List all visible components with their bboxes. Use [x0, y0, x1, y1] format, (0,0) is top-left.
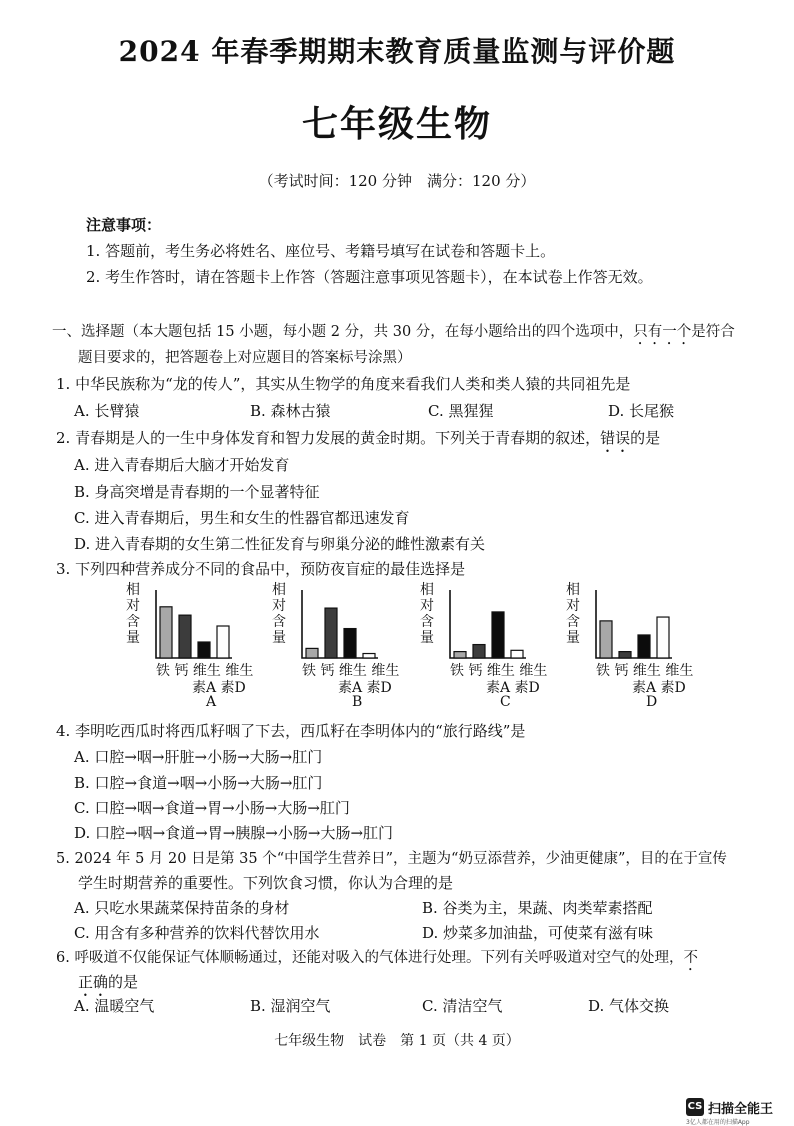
- section-intro-b: 是符合: [691, 324, 735, 340]
- q6-option-a: A. 温暖空气: [74, 997, 155, 1015]
- chart-letter: C: [500, 694, 511, 710]
- chart-plot: [126, 584, 276, 664]
- chart-axis: [450, 590, 526, 658]
- chart-c: [420, 582, 570, 712]
- chart-letter: D: [646, 694, 658, 710]
- q2-option-d: D. 进入青春期的女生第二性征发育与卵巢分泌的雌性激素有关: [74, 535, 486, 553]
- chart-plot: [566, 584, 716, 664]
- q4-option-a: A. 口腔→咽→肝脏→小肠→大肠→肛门: [74, 748, 323, 766]
- chart-bar: [344, 629, 356, 658]
- section-intro: [52, 320, 735, 348]
- chart-bar: [638, 635, 650, 658]
- notice-item-1: 1. 答题前，考生务必将姓名、座位号、考籍号填写在试卷和答题卡上。: [86, 242, 556, 260]
- chart-letter: A: [206, 694, 217, 710]
- exam-title: 2024 年春季期期末教育质量监测与评价题: [118, 35, 676, 68]
- q4-option-d: D. 口腔→咽→食道→胃→胰腺→小肠→大肠→肛门: [74, 824, 394, 842]
- chart-d: [566, 582, 716, 712]
- chart-bar: [306, 648, 318, 658]
- q5-option-d: D. 炒菜多加油盐，可使菜有滋有味: [422, 924, 654, 942]
- chart-bar: [454, 652, 466, 658]
- page-footer: 七年级生物 试卷 第 1 页（共 4 页）: [274, 1033, 520, 1049]
- chart-bar: [160, 607, 172, 658]
- q6-stem-line1: [56, 946, 698, 974]
- chart-category-labels-line2: 素A 素D: [486, 680, 540, 696]
- q6-stem-a: 6. 呼吸道不仅能保证气体顺畅通过，还能对吸入的气体进行处理。下列有关呼吸道对空气的处理，: [56, 950, 684, 966]
- chart-b: [272, 582, 422, 712]
- chart-category-labels-line2: 素A 素D: [338, 680, 392, 696]
- q2-option-c: C. 进入青春期后，男生和女生的性器官都迅速发育: [74, 509, 410, 527]
- notice-heading: 注意事项：: [86, 216, 162, 234]
- q5-stem-line2: 学生时期营养的重要性。下列饮食习惯，你认为合理的是: [78, 874, 454, 892]
- chart-category-labels: 铁 钙 维生 维生: [156, 663, 254, 679]
- chart-letter: B: [352, 694, 363, 710]
- chart-axis: [302, 590, 378, 658]
- q2-stem-emphasis: 错误: [600, 429, 631, 447]
- q1-option-d: D. 长尾猴: [608, 402, 675, 420]
- q2-stem-a: 2. 青春期是人的一生中身体发育和智力发展的黄金时期。下列关于青春期的叙述，: [56, 429, 601, 447]
- q4-stem: 4. 李明吃西瓜时将西瓜籽咽了下去，西瓜籽在李明体内的“旅行路线”是: [56, 722, 526, 740]
- chart-category-labels: 铁 钙 维生 维生: [596, 663, 694, 679]
- chart-bar: [492, 612, 504, 658]
- chart-bar: [363, 654, 375, 658]
- q1-option-c: C. 黑猩猩: [428, 402, 494, 420]
- chart-bar: [657, 617, 669, 658]
- chart-category-labels: 铁 钙 维生 维生: [302, 663, 400, 679]
- section-intro-line2: 题目要求的，把答题卷上对应题目的答案标号涂黑）: [78, 350, 412, 366]
- chart-bar: [179, 615, 191, 658]
- chart-bar: [511, 650, 523, 658]
- chart-plot: [272, 584, 422, 664]
- q5-option-c: C. 用含有多种营养的饮料代替饮用水: [74, 924, 320, 942]
- chart-y-label: 相对含量: [272, 582, 286, 646]
- subject-title: 七年级生物: [301, 103, 492, 145]
- q5-stem-line1: 5. 2024 年 5 月 20 日是第 35 个“中国学生营养日”，主题为“奶豆添营养，少油更健康”，目的在于宣传: [56, 851, 727, 867]
- q2-stem-b: 的是: [630, 429, 661, 447]
- chart-category-labels: 铁 钙 维生 维生: [450, 663, 548, 679]
- section-intro-a: 一、选择题（本大题包括 15 小题，每小题 2 分，共 30 分，在每小题给出的四个选项中，: [52, 324, 634, 340]
- q1-stem: 1. 中华民族称为“龙的传人”，其实从生物学的角度来看我们人类和类人猿的共同祖先是: [56, 375, 631, 393]
- q1-option-a: A. 长臂猿: [74, 402, 140, 420]
- chart-category-labels-line2: 素A 素D: [632, 680, 686, 696]
- q3-stem: 3. 下列四种营养成分不同的食品中，预防夜盲症的最佳选择是: [56, 560, 466, 578]
- scanner-brand: 扫描全能王: [708, 1102, 774, 1117]
- q2-option-b: B. 身高突增是青春期的一个显著特征: [74, 483, 320, 501]
- q2-option-a: A. 进入青春期后大脑才开始发育: [74, 456, 290, 474]
- exam-info: （考试时间：120 分钟 满分：120 分）: [258, 172, 536, 190]
- q2-stem: [56, 427, 660, 456]
- q1-option-b: B. 森林古猿: [250, 402, 331, 420]
- chart-y-label: 相对含量: [420, 582, 434, 646]
- chart-y-label: 相对含量: [126, 582, 140, 646]
- chart-bar: [217, 626, 229, 658]
- q6-stem-emphasis-2: 正确: [78, 973, 109, 991]
- section-intro-emphasis: 只有一个: [633, 324, 692, 340]
- q6-option-d: D. 气体交换: [588, 997, 670, 1015]
- chart-a: [126, 582, 276, 712]
- q4-option-c: C. 口腔→咽→食道→胃→小肠→大肠→肛门: [74, 799, 350, 817]
- chart-bar: [473, 645, 485, 658]
- notice-item-2: 2. 考生作答时，请在答题卡上作答（答题注意事项见答题卡），在本试卷上作答无效。: [86, 268, 653, 286]
- chart-y-label: 相对含量: [566, 582, 580, 646]
- q6-option-b: B. 湿润空气: [250, 997, 331, 1015]
- q6-stem-tail: 的是: [108, 973, 139, 991]
- chart-category-labels-line2: 素A 素D: [192, 680, 246, 696]
- q6-stem-emphasis-1: 不: [683, 950, 698, 966]
- q4-option-b: B. 口腔→食道→咽→小肠→大肠→肛门: [74, 774, 323, 792]
- chart-plot: [420, 584, 570, 664]
- chart-bar: [198, 642, 210, 658]
- scanner-tagline: 3亿人都在用的扫描App: [686, 1119, 750, 1126]
- q5-option-b: B. 谷类为主，果蔬、肉类荤素搭配: [422, 899, 653, 917]
- scanner-logo-icon: CS: [686, 1098, 704, 1116]
- q6-option-c: C. 清洁空气: [422, 997, 503, 1015]
- q5-option-a: A. 只吃水果蔬菜保持苗条的身材: [74, 899, 290, 917]
- chart-bar: [600, 621, 612, 658]
- chart-bar: [619, 652, 631, 658]
- chart-bar: [325, 608, 337, 658]
